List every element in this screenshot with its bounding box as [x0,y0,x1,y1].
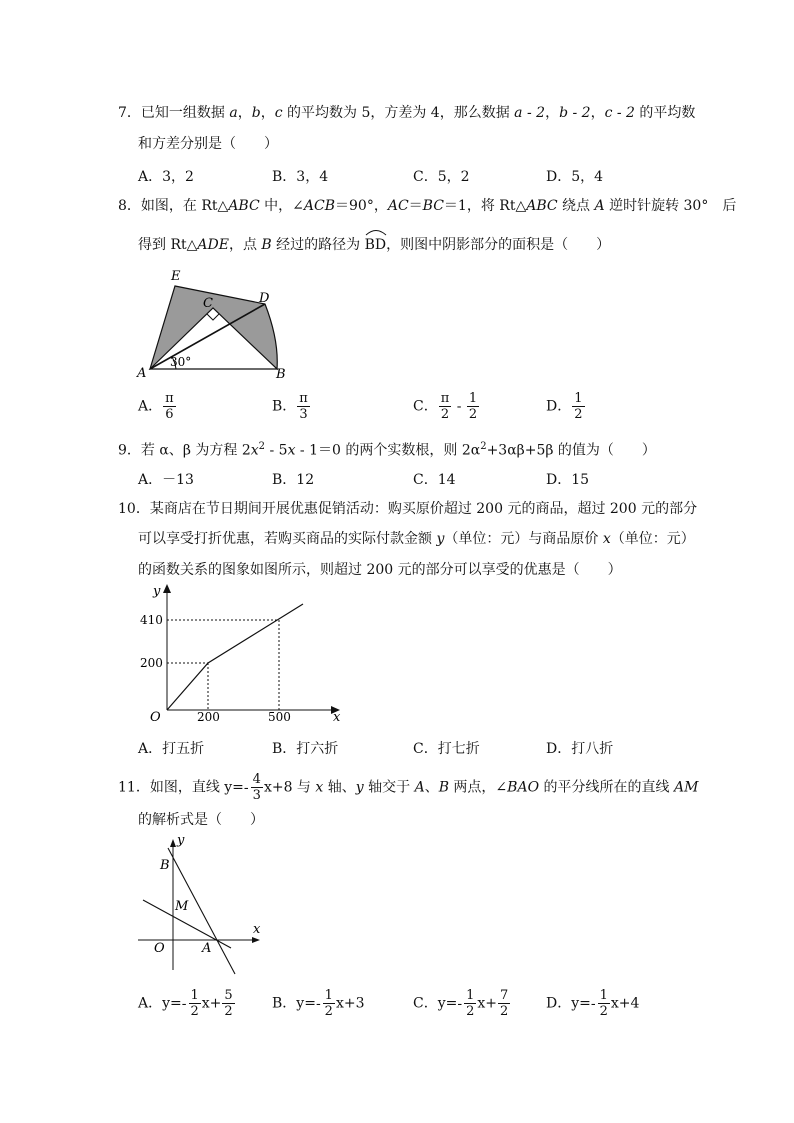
q8-number: 8． [118,198,141,214]
q8-option-b: B． $\frac{\pi}{3}$ [272,391,308,422]
q11-option-b: B．y=- $\frac{1}{2}$ x+3 [272,988,365,1019]
label-a: A [137,366,147,380]
origin-label: O [150,710,161,725]
q8-line2: 得到 Rt△ADE，点 B 经过的路径为 BD，则图中阴影部分的面积是（ ） [138,236,610,254]
label-b: B [276,367,286,380]
label-d: D [259,291,270,306]
q10-line1: 10．某商店在节日期间开展优惠促销活动：购买原价超过 200 元的商品，超过 200 元的部分 [118,501,698,517]
q10-line3: 的函数关系的图象如图所示，则超过 200 元的部分可以享受的优惠是（ ） [138,562,622,578]
y-axis-arrow [170,839,176,847]
q9-option-c: C．14 [413,472,456,488]
q8-option-c: C． $\frac{\pi}{2}$ - $\frac{1}{2}$ [413,391,478,422]
q7-option-b: B．3，4 [272,169,329,185]
label-b: B [160,858,170,873]
label-c: C [203,296,213,311]
q7-option-d: D．5，4 [546,169,604,185]
arc-bd: BD [365,236,387,254]
q10-graph [135,580,355,730]
y-label: y [153,584,161,599]
q9-line1: 9．若 α、β 为方程 $2x^2 - 5x - 1=0$ 的两个实数根，则 $2\alpha^2+3\alpha\beta+5\beta$ 的值为（ ） [118,441,656,459]
q8-figure [130,262,290,380]
q11-option-a: A．y=- $\frac{1}{2}$ x+ $\frac{5}{2}$ [138,988,233,1019]
q7-line1: 7．已知一组数据 a，b，c 的平均数为 5，方差为 4，那么数据 a - 2，b - 2，c - 2 的平均数 [118,105,696,121]
q7-option-a: A．3，2 [138,169,194,185]
label-e: E [171,269,181,284]
x-label: x [253,922,261,937]
q10-number: 10． [118,501,150,517]
q11-number: 11． [118,779,150,796]
q11-line1: 11．如图，直线 y=- $\frac{4}{3}$ x+8 与 x 轴、y 轴交于 A、B 两点，∠BAO 的平分线所在的直线 AM [118,772,699,803]
q10-option-a: A．打五折 [138,741,205,757]
q10-line2: 可以享受打折优惠，若购买商品的实际付款金额 y（单位：元）与商品原价 x（单位：元） [138,531,695,547]
q9-option-b: B．12 [272,472,315,488]
q8-line1: 8．如图，在 Rt△ABC 中，∠ACB＝90°，AC＝BC＝1，将 Rt△ABC 绕点 A 逆时针旋转 30° 后 [118,198,737,214]
q11-graph [135,830,270,980]
y-axis-arrow [163,584,171,593]
tick-x-200: 200 [197,710,220,724]
q8-option-a: A． $\frac{\pi}{6}$ [138,391,174,422]
q7-number: 7． [118,105,141,121]
label-m: M [175,899,189,914]
label-angle: 30° [170,355,192,369]
y-label: y [177,833,185,848]
label-o: O [154,941,165,956]
q9-number: 9． [118,442,141,459]
label-a: A [202,941,212,956]
q11-option-c: C．y=- $\frac{1}{2}$ x+ $\frac{7}{2}$ [413,988,509,1019]
q10-option-d: D．打八折 [546,741,614,757]
tick-x-500: 500 [268,710,291,724]
q9-option-d: D．15 [546,472,590,488]
q7-option-c: C．5，2 [413,169,470,185]
q7-line2: 和方差分别是（ ） [138,136,278,152]
q10-option-b: B．打六折 [272,741,339,757]
q10-option-c: C．打七折 [413,741,480,757]
tick-y-410: 410 [140,613,163,627]
q11-option-d: D．y=- $\frac{1}{2}$ x+4 [546,988,640,1019]
x-label: x [333,710,341,725]
tick-y-200: 200 [140,656,163,670]
q11-line2: 的解析式是（ ） [138,812,264,828]
x-axis-arrow [252,937,260,943]
q9-option-a: A．－13 [138,472,194,488]
q8-option-d: D． $\frac{1}{2}$ [546,391,583,422]
